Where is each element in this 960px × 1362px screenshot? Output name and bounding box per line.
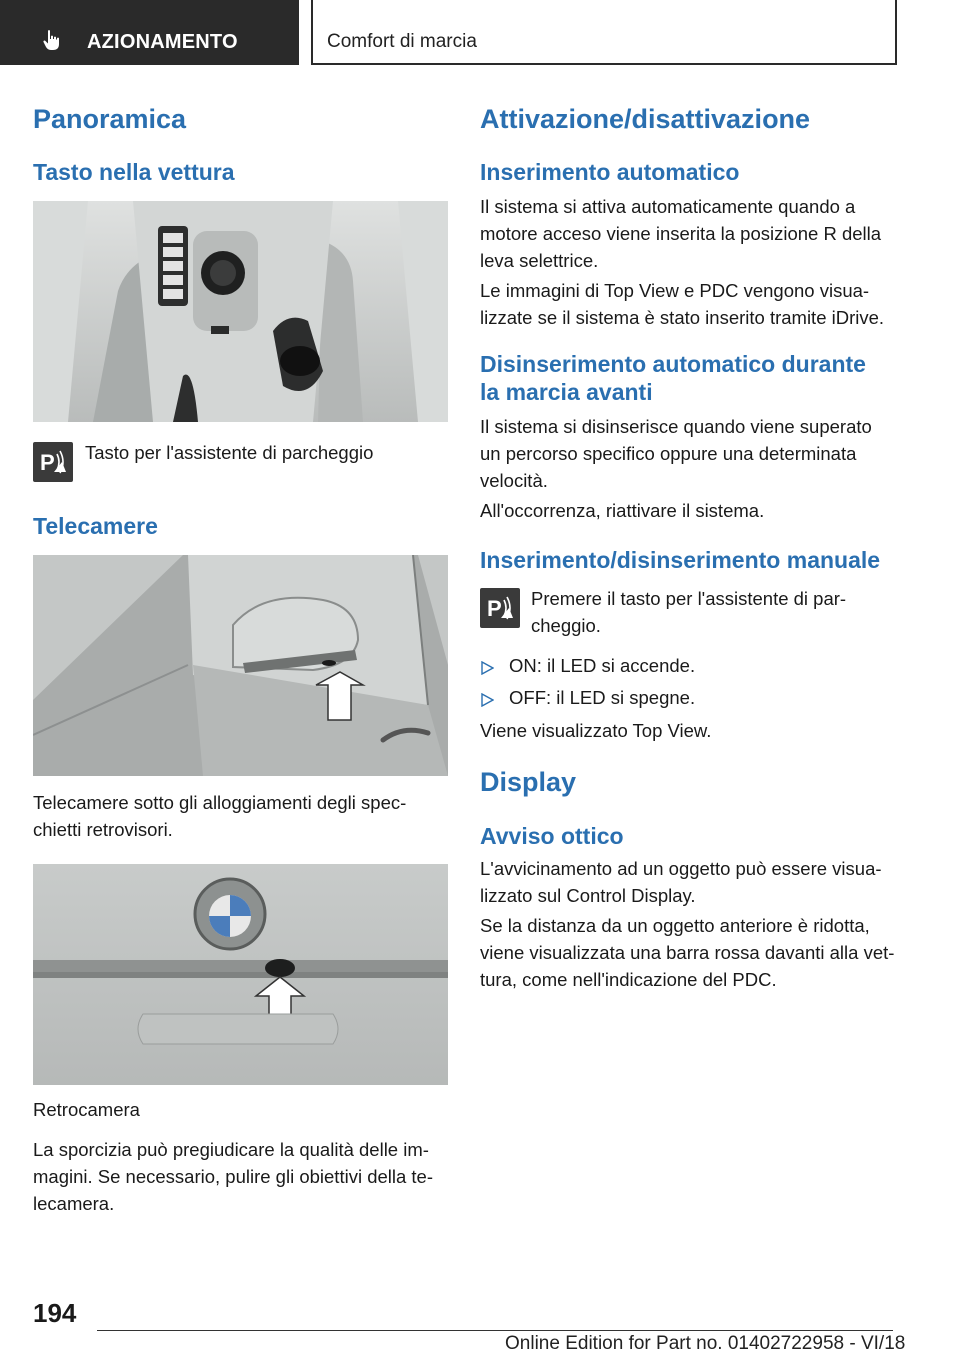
heading-optical-warning: Avviso ottico <box>480 823 624 849</box>
auto-on-line-2: motore acceso viene inserita la posizione R della <box>480 223 882 244</box>
camera-caption-line-2: chietti retrovisori. <box>33 819 173 840</box>
dirt-note-line-2: magini. Se necessario, pulire gli obiettivi della te- <box>33 1166 434 1187</box>
auto-off-line-4: All'occorrenza, riattivare il sistema. <box>480 500 765 521</box>
auto-off-line-2: un percorso specifico oppure una determinata <box>480 443 857 464</box>
chapter-tab <box>311 0 897 65</box>
camera-caption-line-1: Telecamere sotto gli alloggiamenti degli spec- <box>33 792 407 813</box>
manual-line-2: cheggio. <box>531 615 601 636</box>
heading-panoramica: Panoramica <box>33 104 187 134</box>
chapter-title: Comfort di marcia <box>327 31 477 52</box>
heading-cameras: Telecamere <box>33 513 158 539</box>
auto-on-line-4: Le immagini di Top View e PDC vengono visua- <box>480 280 870 301</box>
heading-manual: Inserimento/disinserimento manuale <box>480 547 881 573</box>
auto-on-line-5: lizzate se il sistema è stato inserito tramite iDrive. <box>480 307 885 328</box>
triangle-bullet-icon <box>481 661 494 675</box>
auto-off-line-3: velocità. <box>480 470 548 491</box>
section-tab <box>0 0 299 65</box>
mirror-camera-photo <box>33 555 448 776</box>
bullet-text: ON: il LED si accende. <box>509 655 696 676</box>
triangle-bullet-icon <box>481 693 494 707</box>
bullet-text: OFF: il LED si spegne. <box>509 687 696 708</box>
rear-camera-photo <box>33 864 448 1085</box>
svg-text:P: P <box>487 596 502 621</box>
parking-assistant-icon <box>33 442 73 482</box>
rear-camera-caption: Retrocamera <box>33 1099 140 1120</box>
optical-line-2: lizzato sul Control Display. <box>480 885 696 906</box>
button-caption: Tasto per l'assistente di parcheggio <box>85 442 374 463</box>
footer-divider <box>97 1330 893 1331</box>
heading-auto-off-2: la marcia avanti <box>480 379 653 405</box>
heading-activation: Attivazione/disattivazione <box>480 104 811 134</box>
heading-display: Display <box>480 767 577 797</box>
console-photo <box>33 201 448 422</box>
optical-line-3: Se la distanza da un oggetto anteriore è ridotta, <box>480 915 870 936</box>
svg-text:P: P <box>40 450 55 475</box>
heading-button-in-car: Tasto nella vettura <box>33 159 235 185</box>
auto-on-line-1: Il sistema si attiva automaticamente quando a <box>480 196 856 217</box>
manual-line-1: Premere il tasto per l'assistente di par- <box>531 588 847 609</box>
optical-line-4: viene visualizzata una barra rossa davanti alla vet- <box>480 942 895 963</box>
topview-text: Viene visualizzato Top View. <box>480 720 712 741</box>
page-number: 194 <box>33 1298 77 1328</box>
edition-text: Online Edition for Part no. 01402722958 - VI/18 <box>505 1333 906 1354</box>
optical-line-1: L'avvicinamento ad un oggetto può essere visua- <box>480 858 882 879</box>
parking-assistant-icon <box>480 588 520 628</box>
auto-off-line-1: Il sistema si disinserisce quando viene superato <box>480 416 872 437</box>
heading-auto-off-1: Disinserimento automatico durante <box>480 351 866 377</box>
hand-pointer-icon <box>40 28 64 52</box>
auto-on-line-3: leva selettrice. <box>480 250 599 271</box>
optical-line-5: tura, come nell'indicazione del PDC. <box>480 969 777 990</box>
dirt-note-line-3: lecamera. <box>33 1193 115 1214</box>
dirt-note-line-1: La sporcizia può pregiudicare la qualità delle im- <box>33 1139 429 1160</box>
heading-auto-on: Inserimento automatico <box>480 159 740 185</box>
section-title: AZIONAMENTO <box>87 31 238 53</box>
